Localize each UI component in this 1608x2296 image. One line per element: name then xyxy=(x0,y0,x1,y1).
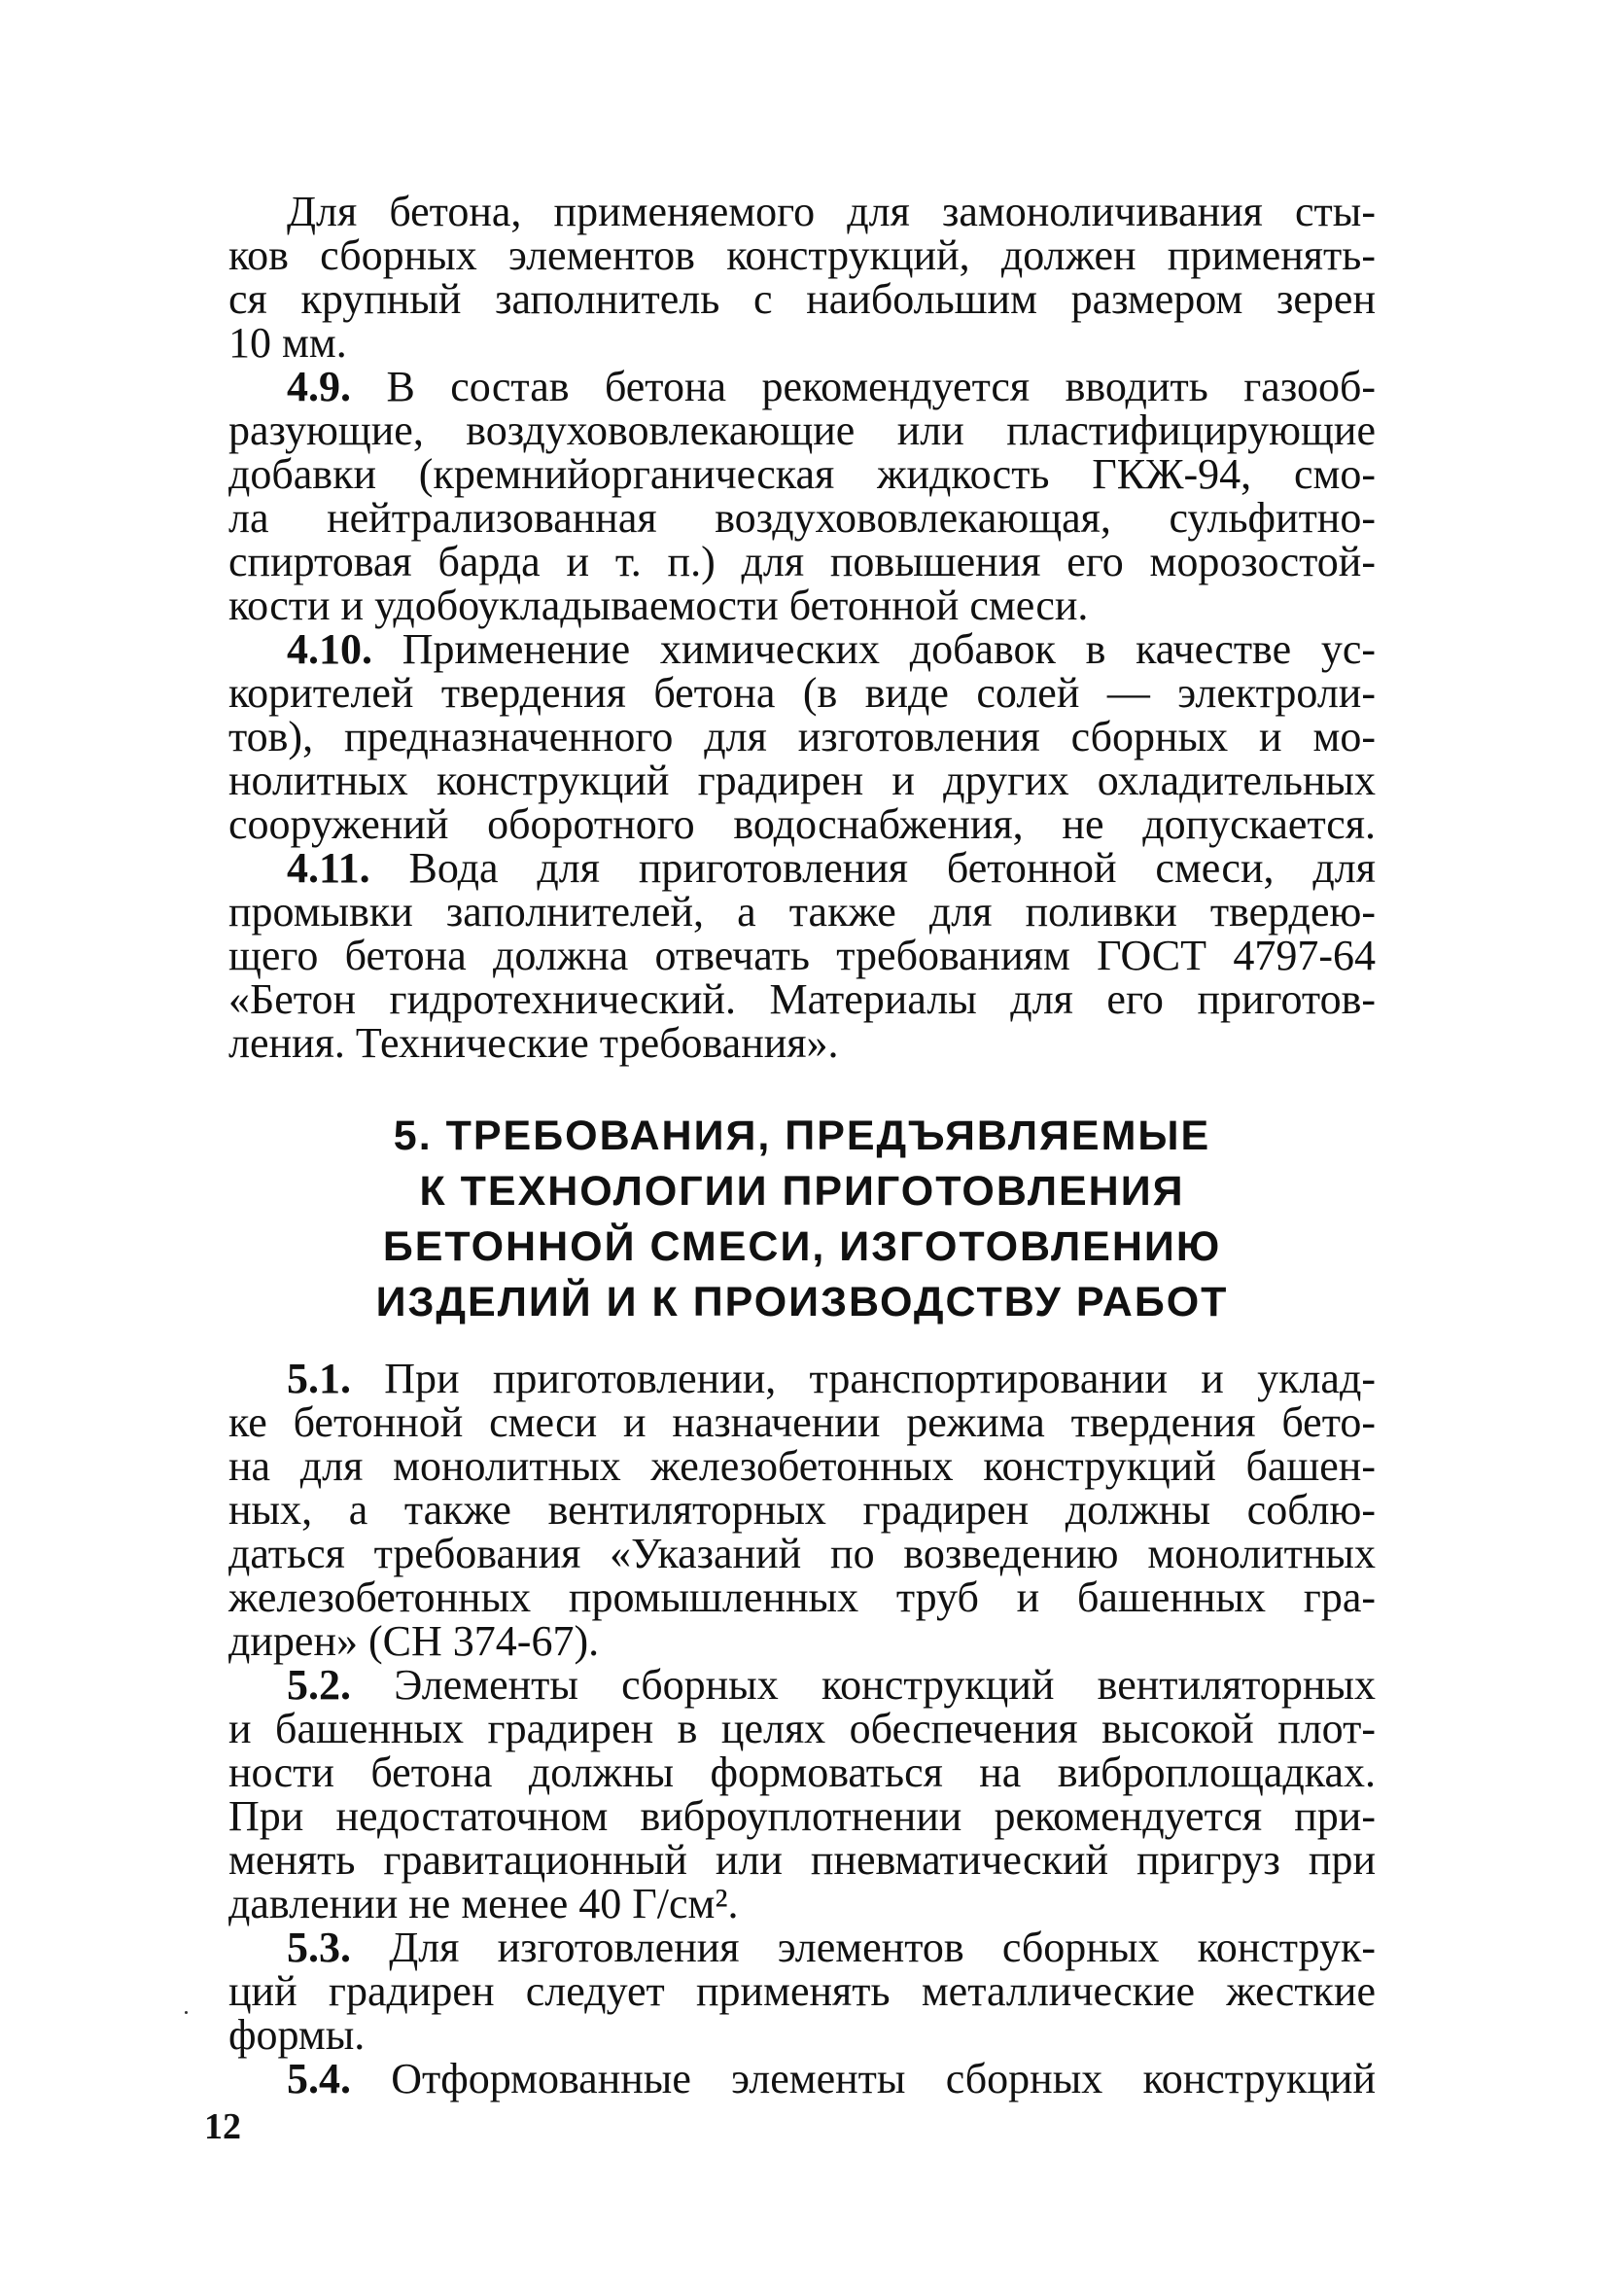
text-line: Применение химических добавок в качестве ус- xyxy=(402,625,1376,673)
text-line: тов), предназначенного для изготовления сборных и мо- xyxy=(228,713,1376,760)
paragraph-number: 5.4. xyxy=(287,2055,351,2102)
page-number: 12 xyxy=(204,2106,241,2147)
paragraph-number: 4.11. xyxy=(287,844,370,892)
text-line: спиртовая барда и т. п.) для повышения его морозостой- xyxy=(228,538,1376,585)
text-line: При недостаточном виброуплотнении рекомендуется при- xyxy=(228,1792,1376,1840)
text-line: сооружений оборотного водоснабжения, не допускается. xyxy=(228,800,1376,848)
text-line: В состав бетона рекомендуется вводить газооб- xyxy=(386,363,1376,410)
text-line: 10 мм. xyxy=(228,319,347,367)
paragraph-number: 4.9. xyxy=(287,363,351,410)
text-line: Для бетона, применяемого для замоноличивания сты- xyxy=(287,188,1376,235)
text-line: При приготовлении, транспортировании и уклад- xyxy=(384,1355,1377,1402)
text-line: ла нейтрализованная воздухововлекающая, сульфитно- xyxy=(228,494,1376,542)
text-line: на для монолитных железобетонных конструкций башен- xyxy=(228,1442,1376,1490)
text-line: Для изготовления элементов сборных конструк- xyxy=(389,1924,1376,1971)
paragraph-5-1 xyxy=(228,1357,1376,1663)
paragraph-5-2 xyxy=(228,1663,1376,1925)
paragraph-first-line xyxy=(228,1663,1376,1707)
text-line: ков сборных элементов конструкций, должен применять- xyxy=(228,231,1376,279)
paragraph-number: 5.3. xyxy=(287,1924,351,1971)
text-line: кости и удобоукладываемости бетонной смеси. xyxy=(228,582,1089,629)
paragraph-5-3 xyxy=(228,1925,1376,2057)
text-line: даться требования «Указаний по возведению монолитных xyxy=(228,1530,1376,1577)
text-line: формы. xyxy=(228,2011,366,2059)
text-line: ке бетонной смеси и назначении режима твердения бето- xyxy=(228,1398,1376,1446)
text-line: ся крупный заполнитель с наибольшим размером зерен xyxy=(228,275,1376,323)
text-line: корителей твердения бетона (в виде солей — электроли- xyxy=(228,669,1376,717)
paragraph-first-line xyxy=(228,365,1376,408)
text-line: менять гравитационный или пневматический пригруз при xyxy=(228,1836,1376,1884)
text-line: ций градирен следует применять металлические жесткие xyxy=(228,1967,1376,2015)
text-line: ления. Технические требования». xyxy=(228,1019,839,1067)
paragraph-5-4 xyxy=(228,2057,1376,2101)
text-line: нолитных конструкций градирен и других охладительных xyxy=(228,757,1376,804)
text-line: добавки (кремнийорганическая жидкость ГКЖ-94, смо- xyxy=(228,450,1376,498)
paragraph-first-line xyxy=(228,1357,1376,1400)
text-line: Отформованные элементы сборных конструкций xyxy=(391,2055,1376,2102)
paragraph-number: 4.10. xyxy=(287,625,372,673)
text-line: разующие, воздухововлекающие или пластифицирующие xyxy=(228,406,1376,454)
heading-line: К ТЕХНОЛОГИИ ПРИГОТОВЛЕНИЯ xyxy=(419,1168,1185,1215)
paragraph-number: 5.1. xyxy=(287,1355,351,1402)
paragraph-first-line xyxy=(228,627,1376,671)
heading-line: 5. ТРЕБОВАНИЯ, ПРЕДЪЯВЛЯЕМЫЕ xyxy=(393,1113,1211,1159)
text-line: Вода для приготовления бетонной смеси, для xyxy=(408,844,1376,892)
text-line: промывки заполнителей, а также для поливки твердею- xyxy=(228,888,1376,936)
text-line: и башенных градирен в целях обеспечения высокой плот- xyxy=(228,1705,1376,1752)
paragraph-4-9 xyxy=(228,365,1376,627)
text-line: дирен» (СН 374-67). xyxy=(228,1617,600,1665)
paragraph-first-line xyxy=(228,846,1376,890)
text-line: давлении не менее 40 Г/см². xyxy=(228,1880,739,1927)
paragraph-4-11 xyxy=(228,846,1376,1065)
text-line: щего бетона должна отвечать требованиям ГОСТ 4797-64 xyxy=(228,932,1376,979)
scan-speck xyxy=(185,2011,188,2014)
text-line: Элементы сборных конструкций вентиляторных xyxy=(394,1661,1376,1709)
text-line: «Бетон гидротехнический. Материалы для его приготов- xyxy=(228,975,1376,1023)
section4-continuation-paragraph xyxy=(228,190,1376,365)
text-line: железобетонных промышленных труб и башенных гра- xyxy=(228,1573,1376,1621)
paragraph-first-line xyxy=(228,1925,1376,1969)
heading-line: ИЗДЕЛИЙ И К ПРОИЗВОДСТВУ РАБОТ xyxy=(375,1279,1229,1325)
text-line: ности бетона должны формоваться на виброплощадках. xyxy=(228,1748,1376,1796)
text-line: ных, а также вентиляторных градирен должны соблю- xyxy=(228,1486,1376,1534)
paragraph-4-10 xyxy=(228,627,1376,846)
heading-line: БЕТОННОЙ СМЕСИ, ИЗГОТОВЛЕНИЮ xyxy=(382,1223,1222,1270)
paragraph-first-line xyxy=(228,2057,1376,2101)
section-heading xyxy=(228,1109,1376,1330)
paragraph-number: 5.2. xyxy=(287,1661,351,1709)
